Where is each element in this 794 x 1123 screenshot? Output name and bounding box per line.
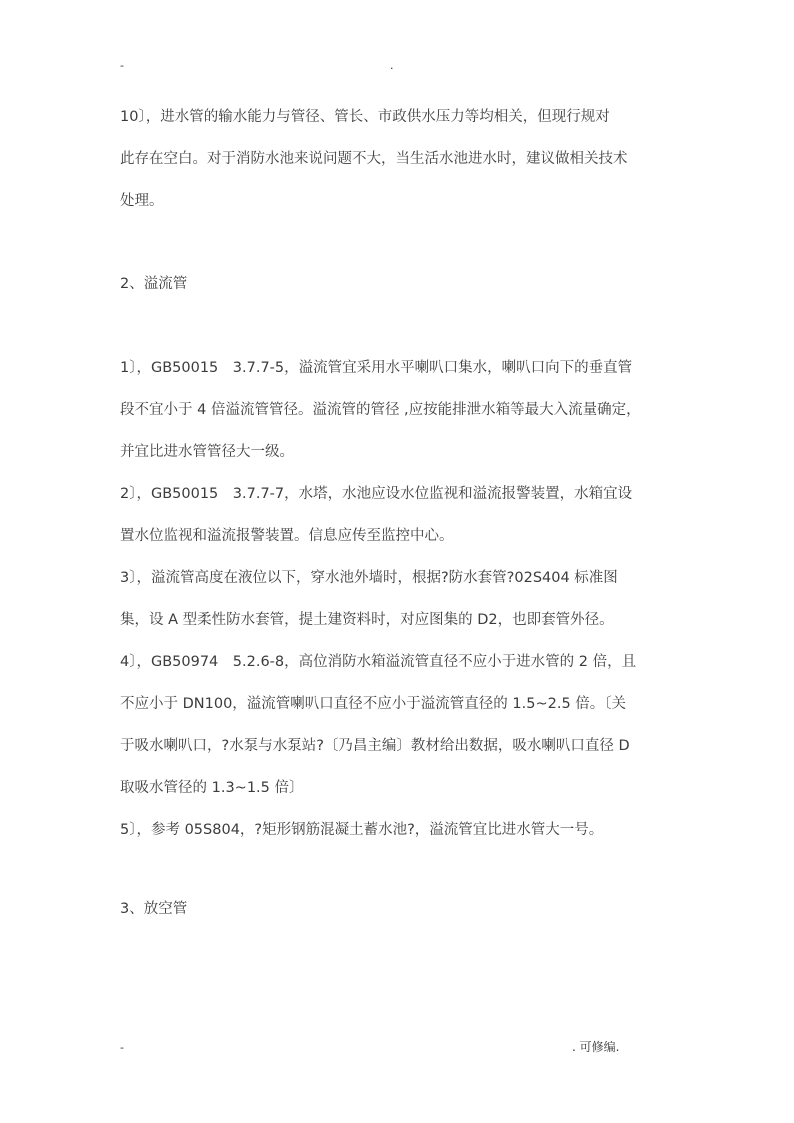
footer-editable-note: . 可修编. <box>572 1040 620 1054</box>
item-4-line: 取吸水管径的 1.3~1.5 倍〕 <box>120 780 304 796</box>
header-left-mark: - <box>120 59 124 72</box>
overflow-items <box>120 347 676 851</box>
intro-paragraph <box>120 96 676 222</box>
section-heading-drain-pipe: 3、放空管 <box>120 901 188 917</box>
item-2-line: 置水位监视和溢流报警装置。信息应传至监控中心。 <box>120 528 454 544</box>
item-1-line: 1〕，GB50015 3.7.7-5，溢流管宜采用水平喇叭口集水，喇叭口向下的垂直管 <box>120 360 633 376</box>
item-1-line: 段不宜小于 4 倍溢流管管径。溢流管的管径 ,应按能排泄水箱等最大入流量确定， <box>120 402 641 418</box>
text-line: 此存在空白。对于消防水池来说问题不大，当生活水池进水时，建议做相关技术 <box>120 151 628 167</box>
item-3-line: 3〕，溢流管高度在液位以下，穿水池外墙时，根据?防水套管?02S404 标准图 <box>120 570 618 586</box>
item-4-line: 不应小于 DN100，溢流管喇叭口直径不应小于溢流管直径的 1.5~2.5 倍。〔关 <box>120 696 627 712</box>
footer-left-mark: - <box>120 1041 124 1054</box>
text-line: 10〕，进水管的输水能力与管径、管长、市政供水压力等均相关，但现行规对 <box>120 109 610 125</box>
text-line: 处理。 <box>120 193 164 209</box>
section-heading-overflow-pipe: 2、溢流管 <box>120 276 188 292</box>
item-4-line: 于吸水喇叭口，?水泵与水泵站?〔乃昌主编〕教材给出数据，吸水喇叭口直径 D <box>120 738 630 754</box>
header-right-mark: . <box>390 59 394 72</box>
item-3-line: 集，设 A 型柔性防水套管，提土建资料时，对应图集的 D2，也即套管外径。 <box>120 612 614 628</box>
item-1-line: 并宜比进水管管径大一级。 <box>120 444 294 460</box>
item-2-line: 2〕，GB50015 3.7.7-7，水塔，水池应设水位监视和溢流报警装置，水箱宜设 <box>120 486 633 502</box>
item-4-line: 4〕，GB50974 5.2.6-8，高位消防水箱溢流管直径不应小于进水管的 2 倍，且 <box>120 654 637 670</box>
item-5-line: 5〕，参考 05S804，?矩形钢筋混凝土蓄水池?，溢流管宜比进水管大一号。 <box>120 822 604 838</box>
